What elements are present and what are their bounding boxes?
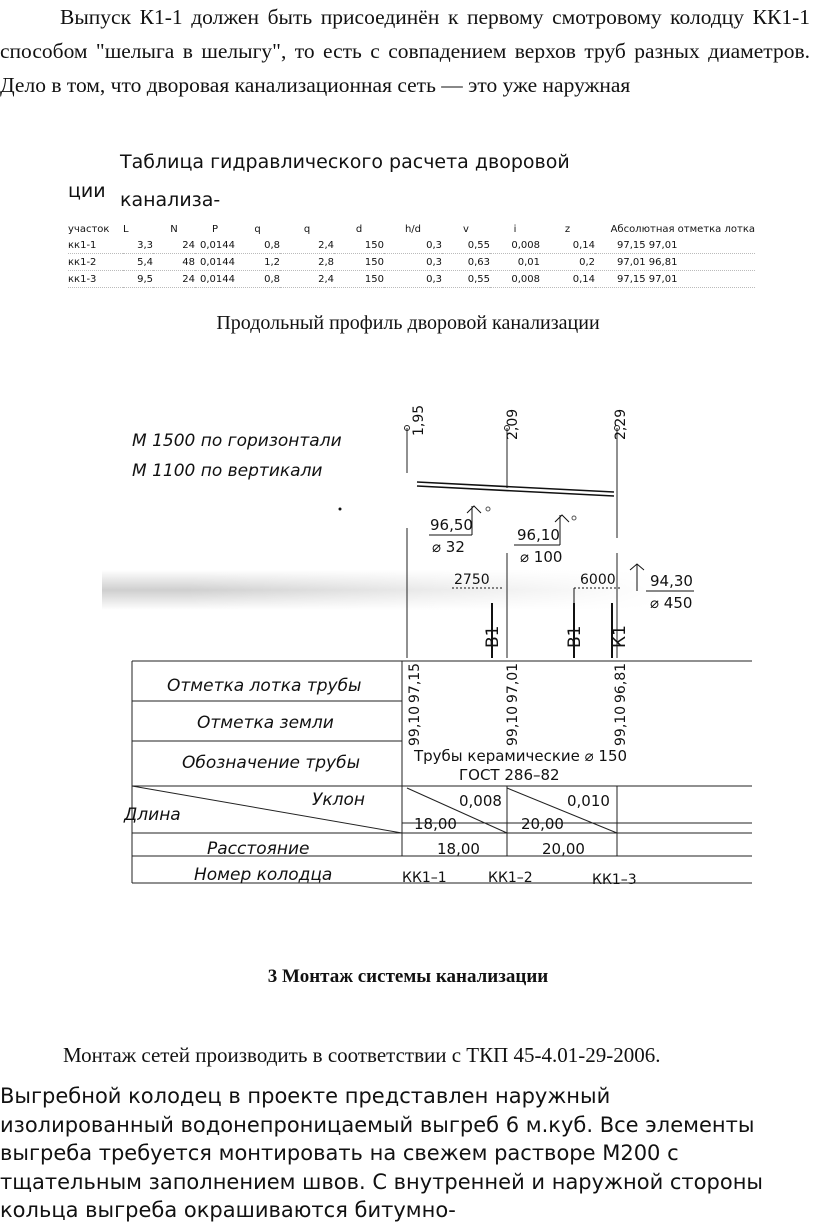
ground-value-3: 99,10 (613, 705, 629, 746)
table-cell: 9,5 (123, 271, 153, 288)
pipe-label-1: В1 (483, 625, 503, 648)
length-1: 2750 (454, 572, 490, 588)
tray-value-2: 97,01 (505, 662, 521, 703)
depth-3: 2,29 (613, 408, 629, 440)
table-cell: 0,2 (540, 254, 595, 271)
table-cell: 150 (334, 237, 384, 254)
pipe-label-3: К1 (610, 625, 630, 648)
header-cell: q (303, 223, 311, 235)
table-cell: кк1-1 (68, 237, 123, 254)
section-title: 3 Монтаж системы канализации (267, 966, 549, 987)
table-caption-continued: ции (68, 180, 106, 202)
header-cell: i (513, 223, 517, 235)
table-cell: 0,01 (490, 254, 540, 271)
table-cell: 0,3 (384, 271, 442, 288)
table-cell: 0,3 (384, 237, 442, 254)
profile-title: Продольный профиль дворовой канализации (216, 312, 600, 334)
row-label-distance: Расстояние (207, 839, 310, 859)
table-cell: 3,3 (123, 237, 153, 254)
table-cell: 0,8 (235, 271, 280, 288)
header-cell: q (254, 223, 261, 235)
table-cell: 0,8 (235, 237, 280, 254)
header-cell: z (564, 223, 571, 235)
header-cell: h/d (404, 223, 422, 235)
slope-1: 0,008 (459, 792, 502, 810)
ground-line (417, 482, 614, 496)
table-cell: 48 (153, 254, 195, 271)
slope-2: 0,010 (567, 792, 610, 810)
ground-value-1: 99,10 (407, 705, 423, 746)
paragraph-standards: Монтаж сетей производить в соответствии с ТКП 45-4.01-29-2006. (63, 1043, 661, 1067)
ground-value-2: 99,10 (505, 705, 521, 746)
table-row (68, 254, 755, 271)
table-cell: 0,14 (540, 237, 595, 254)
header-cell: участок (68, 223, 110, 235)
table-cell: 0,63 (442, 254, 490, 271)
table-cell: кк1-3 (68, 271, 123, 288)
scale-horizontal: М 1500 по горизонтали (132, 431, 342, 451)
table-cell: 2,4 (280, 237, 334, 254)
table-cell: 0,0144 (195, 254, 235, 271)
table-cell: 97,01 96,81 (595, 254, 755, 271)
table-cell: 0,0144 (195, 237, 235, 254)
table-cell: 0,008 (490, 237, 540, 254)
table-cell: кк1-2 (68, 254, 123, 271)
row-label-well: Номер колодца (194, 865, 333, 885)
svg-text:⌀ 32: ⌀ 32 (432, 538, 465, 556)
table-row (68, 271, 755, 288)
intro-paragraph (0, 0, 810, 102)
row-label-length: Длина (124, 805, 181, 825)
distance-value-1: 18,00 (437, 840, 480, 858)
table-cell: 1,2 (235, 254, 280, 271)
header-cell: v (463, 223, 469, 235)
row-label-ground: Отметка земли (197, 713, 334, 733)
paragraph-cesspool: Выгребной колодец в проекте представлен наружный изолированный водонепроницаемый выгреб 6 м.куб. Все элементы выгреба требуется монтировать на свежем растворе М200 с тщательным заполнением швов. С внутренней и наружной стороны кольца выгреба окрашиваются битумно- (0, 1084, 764, 1222)
distance-value-2: 20,00 (542, 840, 585, 858)
header-cell: N (170, 223, 178, 235)
row-label-pipe: Обозначение трубы (182, 753, 361, 773)
row-label-tray: Отметка лотка трубы (167, 676, 362, 696)
well-number-3: КК1–3 (592, 872, 637, 888)
well-number-1: КК1–1 (402, 870, 447, 886)
depth-2: 2,09 (505, 408, 521, 440)
svg-text:⌀ 450: ⌀ 450 (650, 594, 693, 612)
pipe-standard: ГОСТ 286–82 (459, 766, 560, 784)
hydraulic-table (68, 221, 755, 288)
scan-shadow-fade (102, 570, 662, 610)
table-cell: 2,8 (280, 254, 334, 271)
table-header-row (68, 221, 755, 237)
tray-value-3: 96,81 (613, 662, 629, 703)
length-2: 6000 (580, 572, 616, 588)
header-cell: L (123, 223, 129, 235)
table-row (68, 237, 755, 254)
svg-text:⌀ 100: ⌀ 100 (520, 548, 563, 566)
point-marker (339, 508, 342, 511)
scale-vertical: М 1100 по вертикали (132, 461, 323, 481)
pipe-label-2: В1 (565, 625, 585, 648)
row-label-slope: Уклон (312, 790, 366, 810)
length-value-2: 20,00 (521, 815, 564, 833)
table-cell: 2,4 (280, 271, 334, 288)
length-value-1: 18,00 (414, 815, 457, 833)
header-cell: d (355, 223, 363, 235)
svg-text:94,30: 94,30 (650, 572, 693, 590)
table-cell: 5,4 (123, 254, 153, 271)
table-cell: 0,008 (490, 271, 540, 288)
header-cell: P (211, 223, 219, 235)
depth-1: 1,95 (411, 404, 427, 436)
tray-value-1: 97,15 (407, 662, 423, 703)
table-cell: 97,15 97,01 (595, 237, 755, 254)
profile-drawing (62, 378, 766, 908)
intro-text: Выпуск К1-1 должен быть присоединён к первому смотровому колодцу КК1-1 способом "шелыга в шелыгу", то есть с совпадением верхов труб разных диаметров. Дело в том, что дворовая канализационная сеть — это уже наружная (0, 5, 810, 97)
well-number-2: КК1–2 (488, 870, 533, 886)
table-cell: 97,15 97,01 (595, 271, 755, 288)
pipe-description: Трубы керамические ⌀ 150 (414, 747, 628, 765)
table-cell: 150 (334, 271, 384, 288)
table-caption: Таблица гидравлического расчета дворовой канализа- (120, 151, 570, 211)
elevation-mark-1 (429, 506, 490, 556)
table-cell: 0,3 (384, 254, 442, 271)
pipe-labels (483, 603, 630, 658)
svg-text:96,10: 96,10 (517, 526, 560, 544)
table-cell: 0,55 (442, 237, 490, 254)
table-cell: 24 (153, 237, 195, 254)
table-cell: 150 (334, 254, 384, 271)
svg-text:96,50: 96,50 (430, 516, 473, 534)
table-cell: 24 (153, 271, 195, 288)
table-cell: 0,55 (442, 271, 490, 288)
header-cell: Абсолютная отметка лотка (610, 223, 755, 235)
table-cell: 0,0144 (195, 271, 235, 288)
elevation-mark-2 (514, 515, 576, 566)
table-cell: 0,14 (540, 271, 595, 288)
